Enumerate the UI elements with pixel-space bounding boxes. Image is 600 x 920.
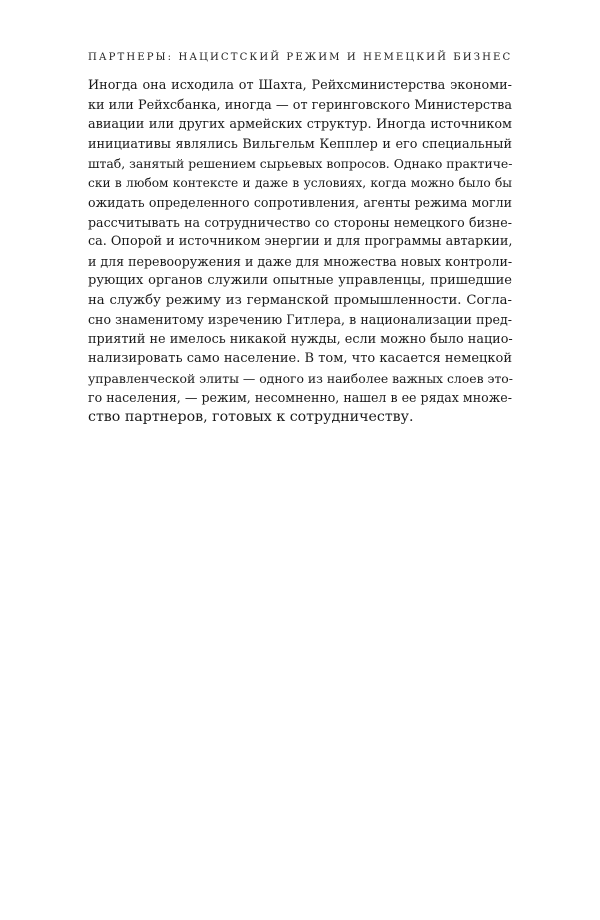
running-head: ПАРТНЕРЫ: НАЦИСТСКИЙ РЕЖИМ И НЕМЕЦКИЙ БИЗНЕС [88, 52, 513, 63]
text-line: ки или Рейхсбанка, иногда — от геринговского Министерства [88, 97, 512, 113]
text-line: на службу режиму из германской промышленности. Согла- [88, 292, 512, 308]
text-line: сно знаменитому изречению Гитлера, в национализации пред- [88, 312, 512, 327]
text-line: рассчитывать на сотрудничество со стороны немецкого бизне- [88, 214, 512, 230]
text-line: го населения, — режим, несомненно, нашел в ее рядах множе- [88, 390, 512, 405]
text-line: управленческой элиты — одного из наиболее важных слоев это- [88, 370, 513, 386]
text-line: са. Опорой и источником энергии и для программы автаркии, [88, 234, 513, 249]
text-line: рующих органов служили опытные управленцы, пришедшие [88, 273, 512, 288]
text-line: штаб, занятый решением сырьевых вопросов. Однако практиче- [88, 156, 513, 171]
text-line: нализировать само население. В том, что касается немецкой [88, 351, 512, 366]
text-line: и для перевооружения и даже для множества новых контроли- [88, 253, 513, 269]
text-line: Иногда она исходила от Шахта, Рейхсминистерства экономи- [88, 78, 512, 93]
text-line-last: ство партнеров, готовых к сотрудничеству. [88, 408, 414, 425]
text-line: ожидать определенного сопротивления, агенты режима могли [88, 195, 512, 210]
text-line: авиации или других армейских структур. Иногда источником [88, 117, 512, 132]
text-line: инициативы являлись Вильгельм Кепплер и его специальный [88, 136, 512, 152]
text-line: приятий не имелось никакой нужды, если можно было нацио- [88, 331, 513, 347]
body-paragraph [88, 76, 512, 427]
text-line: ски в любом контексте и даже в условиях, когда можно было бы [88, 175, 512, 190]
